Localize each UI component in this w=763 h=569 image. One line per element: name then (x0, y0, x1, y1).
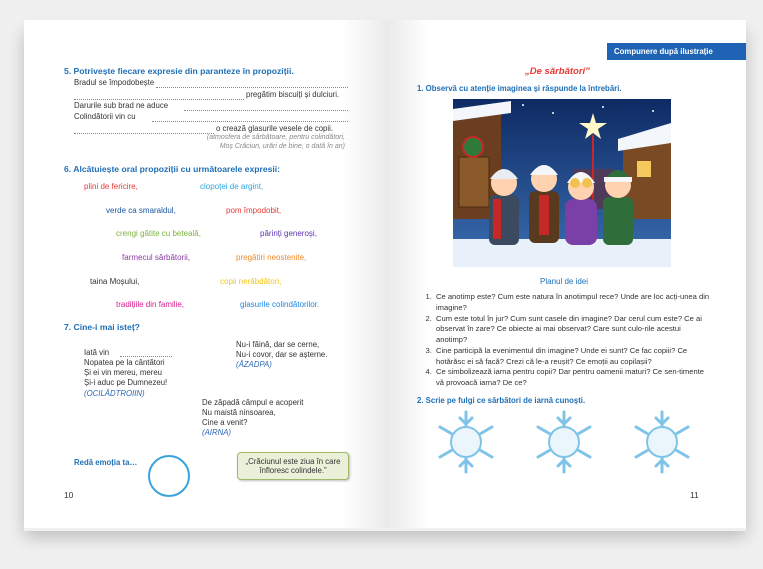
expression-item: pregătiri neostenite, (236, 253, 307, 262)
expression-item: părinți generoși, (260, 229, 317, 238)
blank-2[interactable] (74, 99, 244, 100)
expression-item: tradițiile din familie, (116, 300, 185, 309)
ex1-title: 1. Observă cu atenție imaginea și răspunde la întrebări. (417, 84, 622, 93)
riddle-2-answer: (ĂZADPA) (236, 360, 272, 370)
ex5-line1: Bradul se împodobește (74, 78, 155, 87)
question-list (420, 292, 710, 389)
riddle-1-blank[interactable] (120, 356, 172, 357)
left-page (24, 20, 385, 528)
ex5-hint1: (atmosfera de sărbătoare, pentru colindători, (206, 134, 345, 141)
expression-item: verde ca smaraldul, (106, 206, 176, 215)
riddle-3-line: Cine a venit? (202, 418, 248, 428)
section-header: Compunere după ilustrație (607, 43, 746, 60)
ex2-title: 2. Scrie pe fulgi ce sărbători de iarnă cunoști. (417, 396, 586, 405)
expression-item: clopoței de argint, (200, 182, 264, 191)
riddle-3 (202, 398, 303, 439)
question-item: 1. Ce anotimp este? Cum este natura în anotimpul rece? Unde are loc acți-unea din imagine? (434, 292, 710, 314)
snowflake-icon[interactable] (531, 408, 597, 476)
blank-4[interactable] (152, 121, 348, 122)
ex5-line5: o crează glasurile vesele de copii. (216, 124, 334, 133)
riddle-2-line: Nu-i covor, dar se așterne. (236, 350, 328, 360)
riddle-1-line: Iată vin (84, 348, 110, 357)
expression-item: pom împodobit, (226, 206, 282, 215)
riddle-2-line: Nu-i făină, dar se cerne, (236, 340, 320, 349)
riddle-3-line: De zăpadă câmpul e acoperit (202, 398, 304, 407)
quote-bubble: „Crăciunul este ziua în care înfloresc colindele.” (237, 452, 349, 480)
christmas-illustration (453, 99, 671, 267)
riddle-3-answer: (AIRNA) (202, 428, 232, 438)
expression-item: farmecul sărbătorii, (122, 253, 191, 262)
question-item: 4. Ce simbolizează iarna pentru copii? Dar pentru oamenii maturi? Ce sen-timente vă provoacă iarna? De ce? (434, 367, 710, 389)
question-item: 2. Cum este totul în jur? Cum sunt casele din imagine? Dar cerul cum este? Ce ai observat în zare? Ce obiecte ai mai observat? Care sunt culo-rile acestui anotimp? (434, 314, 710, 346)
plan-title: Planul de idei (540, 277, 589, 286)
riddle-1-line: Și ei vin mereu, mereu (84, 368, 162, 378)
ex5-title: 5. Potrivește fiecare expresie din paranteze în propoziții. (64, 66, 294, 76)
question-item: 3. Cine participă la evenimentul din imagine? Unde ei sunt? Ce fac copiii? Ce hotărăsc ei să facă? Crezi că le-a reușit? Ce emoții au copilașii? (434, 346, 710, 368)
page-number-right: 11 (690, 490, 699, 500)
riddle-1-answer: (OCILĂDTROIIN) (84, 388, 145, 398)
expression-item: copii nerăbdători, (220, 277, 282, 286)
page-title: „De sărbători” (525, 66, 590, 77)
emotion-label: Redă emoția ta… (74, 458, 138, 467)
right-page (385, 20, 746, 528)
snowflake-icon[interactable] (629, 408, 695, 476)
ex5-hint2: Moș Crăciun, urări de bine, o dată în an) (219, 143, 345, 150)
riddle-2 (236, 340, 327, 370)
ex5-line2: pregătim biscuiți și dulciuri. (246, 90, 340, 99)
ex6-title: 6. Alcătuiește oral propoziții cu următoarele expresii: (64, 164, 281, 174)
snowflake-icon[interactable] (433, 408, 499, 476)
expression-item: glasurile colindătorilor. (240, 300, 320, 309)
expression-item: taina Moșului, (90, 277, 140, 286)
riddle-1-line: Și-i aduc pe Dumnezeu! (84, 378, 168, 388)
ex5-line3: Darurile sub brad ne aduce (74, 101, 169, 110)
page-number-left: 10 (64, 490, 74, 500)
blank-1[interactable] (156, 87, 348, 88)
expression-item: plini de fericire, (84, 182, 138, 191)
ex7-title: 7. Cine-i mai isteț? (64, 322, 140, 332)
expression-item: crengi gătite cu beteală, (116, 229, 201, 238)
riddle-3-line: Nu maistă ninsoarea, (202, 408, 276, 418)
riddle-1-line: Nopatea pe la cântători (84, 358, 165, 368)
blank-5[interactable] (74, 133, 214, 134)
emotion-circle[interactable] (148, 455, 190, 497)
ex5-line4: Colindătorii vin cu (74, 112, 136, 121)
blank-3[interactable] (184, 110, 348, 111)
